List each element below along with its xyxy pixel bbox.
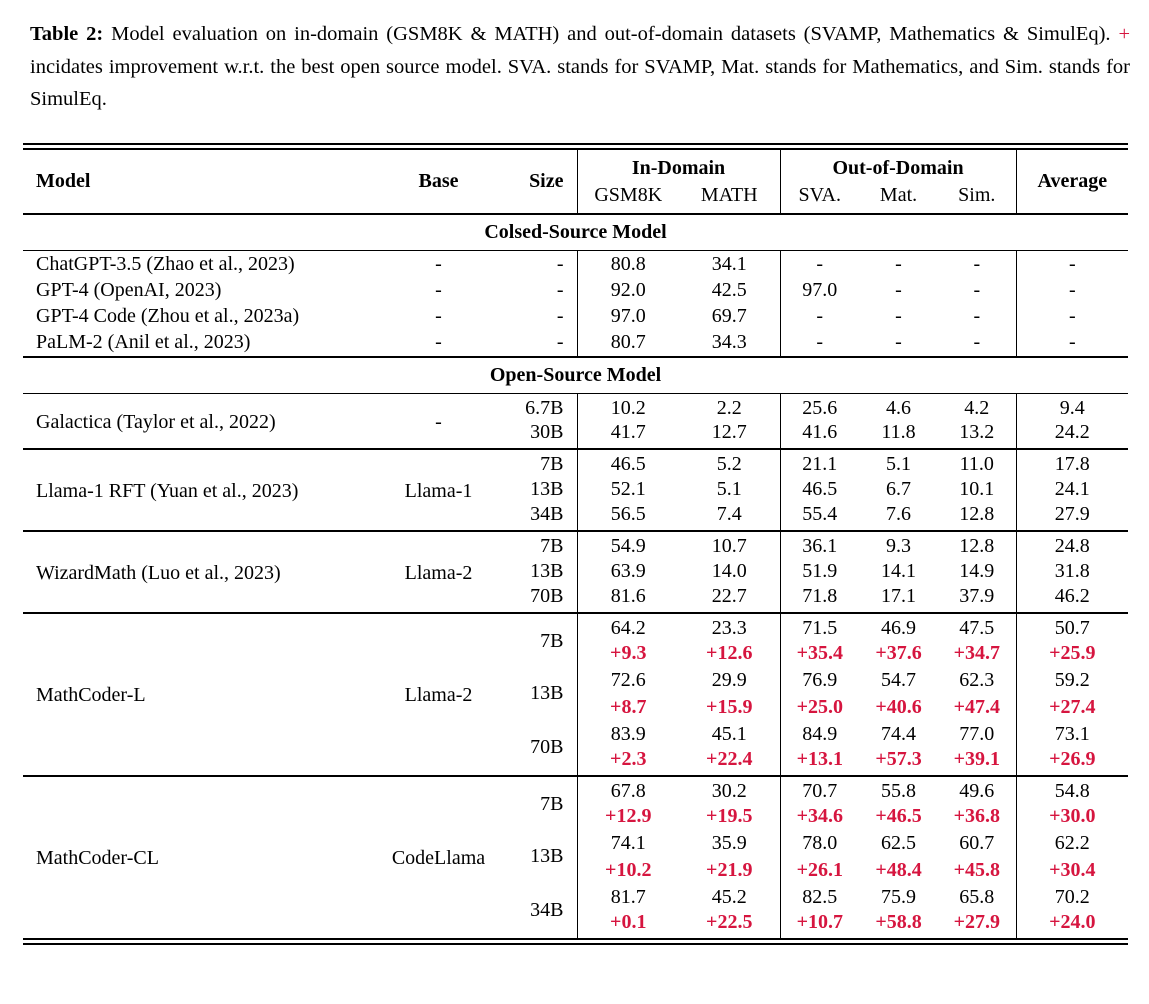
cell-gsm8k: 74.1 <box>577 830 679 857</box>
section-open-source <box>23 357 1128 394</box>
cell-average: 50.7 <box>1016 613 1128 640</box>
table-row <box>23 304 1128 331</box>
cell-average-delta: +27.4 <box>1016 694 1128 721</box>
cell-sva: - <box>780 304 859 331</box>
cell-math: 45.1 <box>711 722 747 745</box>
cell-math: 12.7 <box>711 420 747 443</box>
cell-sim: 47.5 <box>959 616 995 639</box>
cell-model: Galactica (Taylor et al., 2022) <box>36 410 276 433</box>
cell-gsm8k-delta: +10.2 <box>577 857 679 884</box>
cell-mat-delta: +48.4 <box>875 858 922 881</box>
cell-base: Llama-2 <box>404 684 473 706</box>
cell-mat: 62.5 <box>881 831 917 854</box>
cell-math-delta: +22.4 <box>706 747 753 770</box>
cell-average: 24.8 <box>1016 531 1128 558</box>
table-bottom-rule <box>23 938 1128 945</box>
group-galactica <box>23 394 1128 449</box>
cell-average-delta: +30.4 <box>1016 857 1128 884</box>
cell-average: 31.8 <box>1016 558 1128 585</box>
cell-sim: 10.1 <box>959 477 995 500</box>
cell-average: - <box>1016 277 1128 304</box>
cell-mat: 14.1 <box>881 559 917 582</box>
cell-sva-delta: +34.6 <box>780 803 859 830</box>
cell-math-delta: +15.9 <box>706 695 753 718</box>
table-row <box>23 776 1128 803</box>
cell-mat: 5.1 <box>886 452 912 475</box>
table-caption <box>30 18 1130 116</box>
cell-sim: 65.8 <box>959 885 995 908</box>
col-header-model: Model <box>36 169 91 192</box>
cell-average: 9.4 <box>1016 394 1128 421</box>
cell-sva-delta: +10.7 <box>780 911 859 938</box>
col-header-gsm8k: GSM8K <box>577 183 679 214</box>
cell-gsm8k: 92.0 <box>577 277 679 304</box>
cell-math: 42.5 <box>711 278 747 301</box>
cell-math: 7.4 <box>716 502 742 525</box>
caption-text-2: incidates improvement w.r.t. the best open source model. SVA. stands for SVAMP, Mat. stands for Mathematics, and Sim. stands for SimulEq. <box>30 55 1130 110</box>
cell-base: - <box>435 305 442 328</box>
table-row <box>23 394 1128 421</box>
cell-math: 23.3 <box>711 616 747 639</box>
group-mathcoder-l <box>23 613 1128 776</box>
cell-sim-delta: +34.7 <box>953 641 1000 664</box>
cell-gsm8k: 83.9 <box>577 721 679 748</box>
cell-size: 70B <box>530 584 564 607</box>
cell-sim-delta: +39.1 <box>953 747 1000 770</box>
cell-model: GPT-4 (OpenAI, 2023) <box>36 278 222 301</box>
cell-average: 27.9 <box>1016 503 1128 531</box>
cell-sim: 49.6 <box>959 779 995 802</box>
cell-mat-delta: +37.6 <box>875 641 922 664</box>
table-row <box>23 613 1128 640</box>
cell-gsm8k: 46.5 <box>577 449 679 476</box>
cell-size: - <box>556 278 564 301</box>
cell-sva: 70.7 <box>780 776 859 803</box>
cell-average: 70.2 <box>1016 884 1128 911</box>
cell-mat-delta: +58.8 <box>875 910 922 933</box>
cell-sim: - <box>973 278 981 301</box>
cell-size: 13B <box>530 477 564 500</box>
cell-average: 54.8 <box>1016 776 1128 803</box>
cell-mat: 54.7 <box>881 668 917 691</box>
cell-size: 7B <box>540 793 564 815</box>
cell-sim: 14.9 <box>959 559 995 582</box>
cell-mat: - <box>895 252 902 275</box>
cell-sim-delta: +45.8 <box>953 858 1000 881</box>
cell-size: 34B <box>530 502 564 525</box>
cell-mat: 7.6 <box>886 502 912 525</box>
cell-math: 5.2 <box>716 452 742 475</box>
cell-sim-delta: +47.4 <box>953 695 1000 718</box>
cell-average-delta: +25.9 <box>1016 640 1128 667</box>
cell-sva-delta: +13.1 <box>780 748 859 776</box>
cell-size: 13B <box>530 845 564 867</box>
cell-sim-delta: +27.9 <box>953 910 1000 933</box>
cell-math: 30.2 <box>711 779 747 802</box>
cell-average: 24.2 <box>1016 421 1128 449</box>
cell-sim: - <box>973 252 981 275</box>
cell-mat: 74.4 <box>881 722 917 745</box>
cell-sim: 4.2 <box>964 397 990 420</box>
cell-gsm8k-delta: +0.1 <box>577 911 679 938</box>
cell-model: PaLM-2 (Anil et al., 2023) <box>36 331 251 354</box>
header-row-main <box>23 150 1128 183</box>
cell-gsm8k: 81.6 <box>577 585 679 613</box>
col-header-sva: SVA. <box>780 183 859 214</box>
cell-average: 62.2 <box>1016 830 1128 857</box>
results-table <box>23 143 1128 945</box>
cell-math-delta: +21.9 <box>706 858 753 881</box>
cell-size: 34B <box>530 899 564 921</box>
cell-math-delta: +19.5 <box>706 804 753 827</box>
cell-size: 30B <box>530 420 564 443</box>
cell-math: 2.2 <box>716 397 742 420</box>
cell-sva: 41.6 <box>780 421 859 449</box>
cell-average: - <box>1016 330 1128 357</box>
cell-sim: 11.0 <box>959 452 994 475</box>
cell-size: 7B <box>540 630 564 652</box>
cell-sim: 12.8 <box>959 502 995 525</box>
cell-gsm8k-delta: +8.7 <box>577 694 679 721</box>
cell-base: Llama-1 <box>404 479 473 502</box>
cell-sva: 82.5 <box>780 884 859 911</box>
cell-sva: 71.5 <box>780 613 859 640</box>
cell-sva: 78.0 <box>780 830 859 857</box>
table-row <box>23 330 1128 357</box>
group-mathcoder-cl <box>23 776 1128 938</box>
cell-gsm8k: 56.5 <box>577 503 679 531</box>
cell-average: 46.2 <box>1016 585 1128 613</box>
section-title-open: Open-Source Model <box>23 357 1128 394</box>
cell-mat-delta: +40.6 <box>875 695 922 718</box>
cell-mat: - <box>895 305 902 328</box>
cell-average: 17.8 <box>1016 449 1128 476</box>
cell-mat: 55.8 <box>881 779 917 802</box>
cell-mat: 11.8 <box>881 420 916 443</box>
cell-math: 29.9 <box>711 668 747 691</box>
group-wizardmath <box>23 531 1128 613</box>
cell-average: - <box>1016 251 1128 278</box>
cell-sim: - <box>973 331 981 354</box>
cell-sva: - <box>780 251 859 278</box>
cell-size: - <box>556 331 564 354</box>
cell-sva: 25.6 <box>780 394 859 421</box>
col-header-sim: Sim. <box>958 184 996 206</box>
table-row <box>23 251 1128 278</box>
cell-gsm8k: 63.9 <box>577 558 679 585</box>
cell-math: 69.7 <box>711 305 747 328</box>
cell-average: 59.2 <box>1016 667 1128 694</box>
cell-mat: 46.9 <box>881 616 917 639</box>
table-header <box>23 150 1128 214</box>
table-row <box>23 531 1128 558</box>
cell-average-delta: +26.9 <box>1016 748 1128 776</box>
cell-sva: 55.4 <box>780 503 859 531</box>
cell-sim: 12.8 <box>959 534 995 557</box>
cell-sim: 77.0 <box>959 722 995 745</box>
cell-mat: 75.9 <box>881 885 917 908</box>
cell-size: 13B <box>530 682 564 704</box>
cell-size: 13B <box>530 559 564 582</box>
cell-sim: 62.3 <box>959 668 995 691</box>
cell-sva: 21.1 <box>780 449 859 476</box>
cell-size: 70B <box>530 736 564 758</box>
cell-math: 45.2 <box>711 885 747 908</box>
cell-mat: - <box>895 278 902 301</box>
cell-gsm8k: 10.2 <box>577 394 679 421</box>
cell-sva: 71.8 <box>780 585 859 613</box>
cell-sva: 46.5 <box>780 476 859 503</box>
cell-base: Llama-2 <box>404 561 473 584</box>
cell-gsm8k: 64.2 <box>577 613 679 640</box>
cell-sva: 51.9 <box>780 558 859 585</box>
cell-math: 14.0 <box>711 559 747 582</box>
cell-model: WizardMath (Luo et al., 2023) <box>36 561 281 584</box>
col-header-math: MATH <box>700 184 758 206</box>
cell-mat: 9.3 <box>886 534 912 557</box>
cell-mat-delta: +57.3 <box>875 747 922 770</box>
cell-sva-delta: +25.0 <box>780 694 859 721</box>
cell-mat: - <box>895 331 902 354</box>
caption-text-1: Model evaluation on in-domain (GSM8K & MATH) and out-of-domain datasets (SVAMP, Mathematics & SimulEq). <box>111 23 1111 45</box>
cell-math-delta: +12.6 <box>706 641 753 664</box>
cell-mat: 4.6 <box>886 397 912 420</box>
cell-gsm8k: 67.8 <box>577 776 679 803</box>
cell-sva-delta: +35.4 <box>780 640 859 667</box>
cell-math: 34.1 <box>711 252 747 275</box>
cell-sva: 97.0 <box>780 277 859 304</box>
col-group-in-domain: In-Domain <box>577 150 780 183</box>
cell-gsm8k: 97.0 <box>577 304 679 331</box>
section-closed-source <box>23 214 1128 251</box>
cell-size: 6.7B <box>525 397 564 420</box>
cell-sva: - <box>780 330 859 357</box>
cell-gsm8k: 54.9 <box>577 531 679 558</box>
cell-gsm8k: 81.7 <box>577 884 679 911</box>
cell-math: 34.3 <box>711 331 747 354</box>
col-header-mat: Mat. <box>879 184 918 206</box>
cell-gsm8k: 41.7 <box>577 421 679 449</box>
cell-sva-delta: +26.1 <box>780 857 859 884</box>
cell-sim: 13.2 <box>959 420 995 443</box>
cell-sva: 84.9 <box>780 721 859 748</box>
cell-math-delta: +22.5 <box>706 910 753 933</box>
cell-size: 7B <box>540 534 564 557</box>
col-header-average: Average <box>1016 150 1128 214</box>
cell-gsm8k: 52.1 <box>577 476 679 503</box>
cell-base: - <box>435 278 442 301</box>
cell-mat-delta: +46.5 <box>875 804 922 827</box>
evaluation-table <box>23 150 1128 938</box>
cell-base: - <box>435 410 442 433</box>
cell-gsm8k-delta: +9.3 <box>577 640 679 667</box>
cell-average: - <box>1016 304 1128 331</box>
cell-gsm8k: 80.7 <box>577 330 679 357</box>
cell-base: CodeLlama <box>391 847 486 869</box>
table-row <box>23 277 1128 304</box>
cell-model: MathCoder-CL <box>36 847 159 869</box>
cell-size: - <box>556 305 564 328</box>
cell-size: - <box>556 252 564 275</box>
cell-average: 24.1 <box>1016 476 1128 503</box>
cell-average: 73.1 <box>1016 721 1128 748</box>
cell-mat: 6.7 <box>886 477 912 500</box>
closed-source-rows <box>23 251 1128 357</box>
cell-model: Llama-1 RFT (Yuan et al., 2023) <box>36 479 299 502</box>
col-header-base: Base <box>418 169 459 192</box>
cell-sim: - <box>973 305 981 328</box>
cell-gsm8k-delta: +12.9 <box>577 803 679 830</box>
group-llama1-rft <box>23 449 1128 531</box>
section-row <box>23 214 1128 251</box>
cell-gsm8k: 72.6 <box>577 667 679 694</box>
cell-average-delta: +24.0 <box>1016 911 1128 938</box>
cell-math: 10.7 <box>711 534 747 557</box>
cell-base: - <box>435 331 442 354</box>
cell-model: MathCoder-L <box>36 684 146 706</box>
table-top-rule <box>23 143 1128 150</box>
cell-base: - <box>435 252 442 275</box>
cell-gsm8k-delta: +2.3 <box>577 748 679 776</box>
cell-size: 7B <box>540 452 564 475</box>
cell-sva: 76.9 <box>780 667 859 694</box>
cell-average-delta: +30.0 <box>1016 803 1128 830</box>
plus-indicator: + <box>1118 23 1131 45</box>
cell-mat: 17.1 <box>881 584 917 607</box>
cell-sim: 60.7 <box>959 831 995 854</box>
section-row <box>23 357 1128 394</box>
col-group-out-of-domain: Out-of-Domain <box>780 150 1016 183</box>
cell-math: 22.7 <box>711 584 747 607</box>
cell-math: 35.9 <box>711 831 747 854</box>
caption-label: Table 2: <box>30 23 104 45</box>
cell-sim-delta: +36.8 <box>953 804 1000 827</box>
cell-sva: 36.1 <box>780 531 859 558</box>
cell-gsm8k: 80.8 <box>577 251 679 278</box>
col-header-size: Size <box>529 169 564 192</box>
cell-model: GPT-4 Code (Zhou et al., 2023a) <box>36 305 300 328</box>
cell-model: ChatGPT-3.5 (Zhao et al., 2023) <box>36 252 295 275</box>
cell-sim: 37.9 <box>959 584 995 607</box>
table-row <box>23 449 1128 476</box>
section-title-closed: Colsed-Source Model <box>23 214 1128 251</box>
cell-math: 5.1 <box>716 477 742 500</box>
